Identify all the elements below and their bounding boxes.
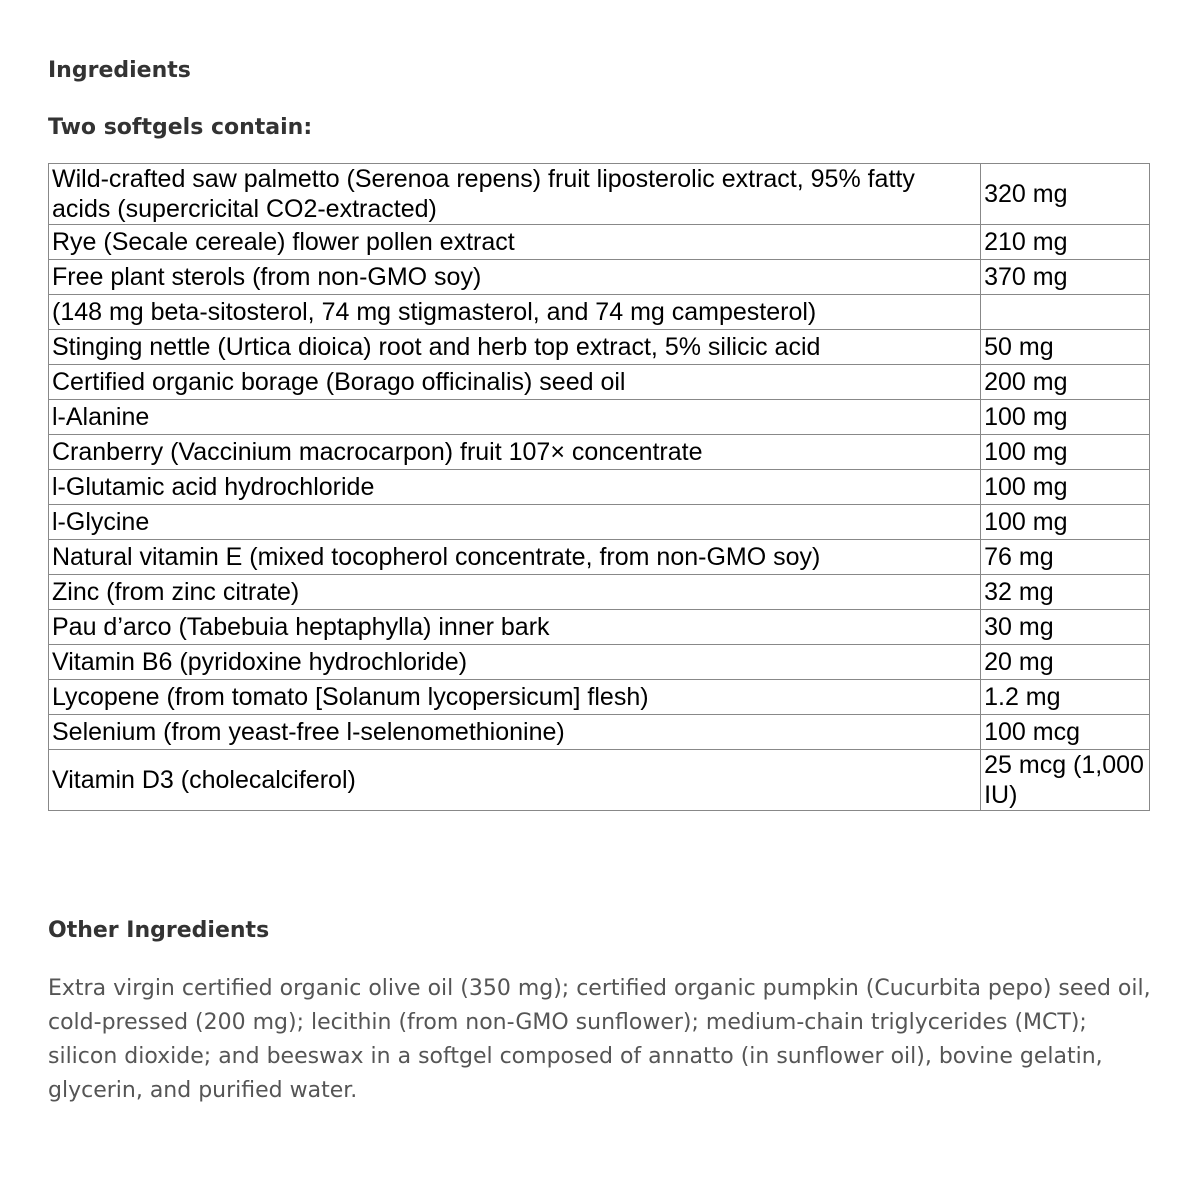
ingredient-amount: 32 mg [981,575,1150,610]
ingredient-name: l-Alanine [49,400,981,435]
ingredient-amount: 50 mg [981,330,1150,365]
ingredient-amount [981,295,1150,330]
ingredient-name: l-Glutamic acid hydrochloride [49,470,981,505]
two-softgels-heading: Two softgels contain: [48,115,313,140]
ingredient-name: Natural vitamin E (mixed tocopherol concentrate, from non-GMO soy) [49,540,981,575]
ingredient-amount: 100 mg [981,435,1150,470]
ingredient-amount: 320 mg [981,164,1150,225]
ingredient-amount: 370 mg [981,260,1150,295]
ingredient-amount: 25 mcg (1,000 IU) [981,750,1150,811]
ingredient-name: Cranberry (Vaccinium macrocarpon) fruit 107× concentrate [49,435,981,470]
ingredient-name: Certified organic borage (Borago officinalis) seed oil [49,365,981,400]
table-row [49,260,1150,295]
ingredients-table-body [49,164,1150,811]
ingredient-name: l-Glycine [49,505,981,540]
ingredient-name: Lycopene (from tomato [Solanum lycopersicum] flesh) [49,680,981,715]
table-row [49,575,1150,610]
ingredient-name: Free plant sterols (from non-GMO soy) [49,260,981,295]
ingredient-name: Selenium (from yeast-free l-selenomethionine) [49,715,981,750]
table-row [49,330,1150,365]
table-row [49,750,1150,811]
ingredient-name: Rye (Secale cereale) flower pollen extract [49,225,981,260]
ingredient-name: Stinging nettle (Urtica dioica) root and herb top extract, 5% silicic acid [49,330,981,365]
other-ingredients-text: Extra virgin certified organic olive oil (350 mg); certified organic pumpkin (Cucurbita pepo) seed oil, cold-pressed (200 mg); lecithin (from non-GMO sunflower); medium-chain triglycerides (MCT); silicon dioxide; and beeswax in a softgel composed of annatto (in sunflower oil), bovine gelatin, glycerin, and purified water. [48,976,1151,1103]
ingredient-name: Zinc (from zinc citrate) [49,575,981,610]
ingredient-amount: 1.2 mg [981,680,1150,715]
ingredient-amount: 100 mg [981,400,1150,435]
ingredient-amount: 100 mcg [981,715,1150,750]
table-row [49,645,1150,680]
ingredients-heading: Ingredients [48,58,191,83]
ingredient-amount: 100 mg [981,505,1150,540]
ingredient-amount: 76 mg [981,540,1150,575]
table-row [49,295,1150,330]
ingredient-amount: 30 mg [981,610,1150,645]
table-row [49,435,1150,470]
table-row [49,365,1150,400]
table-row [49,505,1150,540]
ingredients-table [48,163,1150,811]
ingredient-name: Vitamin D3 (cholecalciferol) [49,750,981,811]
table-row [49,470,1150,505]
table-row [49,540,1150,575]
table-row [49,680,1150,715]
ingredient-amount: 20 mg [981,645,1150,680]
other-ingredients-heading: Other Ingredients [48,918,270,943]
ingredient-name: Pau d’arco (Tabebuia heptaphylla) inner bark [49,610,981,645]
ingredient-amount: 200 mg [981,365,1150,400]
table-row [49,400,1150,435]
ingredient-name: Wild-crafted saw palmetto (Serenoa repens) fruit liposterolic extract, 95% fatty acids (supercricital CO2-extracted) [49,164,981,225]
table-row [49,610,1150,645]
ingredient-amount: 210 mg [981,225,1150,260]
table-row [49,225,1150,260]
ingredient-name: Vitamin B6 (pyridoxine hydrochloride) [49,645,981,680]
table-row [49,164,1150,225]
table-row [49,715,1150,750]
ingredient-amount: 100 mg [981,470,1150,505]
ingredient-name: (148 mg beta-sitosterol, 74 mg stigmasterol, and 74 mg campesterol) [49,295,981,330]
